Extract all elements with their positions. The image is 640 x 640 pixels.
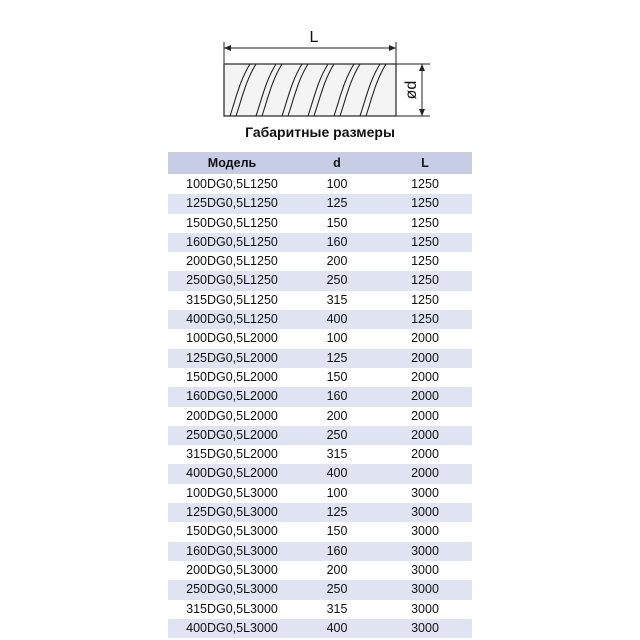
cell-model: 250DG0,5L2000 <box>186 427 278 442</box>
cell-model: 315DG0,5L1250 <box>186 292 278 307</box>
table-row <box>168 503 472 522</box>
cell-l: 1250 <box>411 196 439 211</box>
cell-l: 3000 <box>411 543 439 558</box>
cell-d: 200 <box>326 254 348 269</box>
table-row <box>168 349 472 368</box>
cell-l: 3000 <box>411 582 439 597</box>
table-row <box>168 426 472 445</box>
cell-d: 100 <box>326 177 348 191</box>
cell-d: 200 <box>326 562 348 577</box>
table-row <box>168 580 472 599</box>
cell-d: 250 <box>326 273 348 288</box>
cell-d: 100 <box>326 331 348 346</box>
cell-l: 3000 <box>411 505 439 520</box>
cell-l: 1250 <box>411 312 439 327</box>
table-row <box>168 600 472 619</box>
cell-model: 250DG0,5L1250 <box>186 273 278 288</box>
table-row <box>168 368 472 387</box>
cell-l: 3000 <box>411 524 439 539</box>
cell-model: 160DG0,5L3000 <box>186 543 278 558</box>
table-row <box>168 445 472 464</box>
cell-model: 125DG0,5L2000 <box>186 350 278 365</box>
length-arrow-left <box>224 45 231 51</box>
table-row <box>168 214 472 233</box>
cell-d: 160 <box>326 389 348 404</box>
table-row <box>168 310 472 329</box>
cell-model: 200DG0,5L3000 <box>186 562 278 577</box>
dimensions-caption: Габаритные размеры <box>245 124 395 140</box>
cell-d: 150 <box>326 524 348 539</box>
cell-d: 315 <box>326 447 348 462</box>
cell-model: 315DG0,5L3000 <box>186 601 278 616</box>
duct-dimension-diagram <box>210 20 440 130</box>
cell-l: 3000 <box>411 601 439 616</box>
table-row <box>168 484 472 503</box>
cell-d: 400 <box>326 312 348 327</box>
diameter-arrow-top <box>419 64 425 71</box>
cell-model: 250DG0,5L3000 <box>186 582 278 597</box>
cell-l: 2000 <box>411 447 439 462</box>
table-row <box>168 464 472 483</box>
cell-d: 150 <box>326 215 348 230</box>
cell-l: 3000 <box>411 562 439 577</box>
cell-l: 2000 <box>411 466 439 481</box>
table-row <box>168 175 472 194</box>
cell-d: 200 <box>326 408 348 423</box>
table-row <box>168 194 472 213</box>
cell-l: 1250 <box>411 292 439 307</box>
cell-d: 150 <box>326 369 348 384</box>
cell-model: 125DG0,5L1250 <box>186 196 278 211</box>
cell-model: 160DG0,5L1250 <box>186 234 278 249</box>
cell-l: 2000 <box>411 331 439 346</box>
cell-d: 100 <box>326 485 348 500</box>
table-row <box>168 619 472 638</box>
cell-model: 150DG0,5L2000 <box>186 369 278 384</box>
cell-model: 315DG0,5L2000 <box>186 447 278 462</box>
cell-l: 2000 <box>411 408 439 423</box>
cell-l: 1250 <box>411 215 439 230</box>
table-row <box>168 387 472 406</box>
cell-l: 2000 <box>411 369 439 384</box>
cell-model: 150DG0,5L1250 <box>186 215 278 230</box>
diameter-arrow-bottom <box>419 109 425 116</box>
table-row <box>168 252 472 271</box>
table-row <box>168 561 472 580</box>
cell-model: 125DG0,5L3000 <box>186 505 278 520</box>
table-row <box>168 542 472 561</box>
cell-model: 400DG0,5L1250 <box>186 312 278 327</box>
table-header-row <box>168 152 472 174</box>
cell-d: 250 <box>326 427 348 442</box>
cell-model: 200DG0,5L2000 <box>186 408 278 423</box>
cell-l: 1250 <box>411 254 439 269</box>
cell-model: 160DG0,5L2000 <box>186 389 278 404</box>
cell-model: 100DG0,5L3000 <box>186 485 278 500</box>
diameter-label: ød <box>403 80 420 100</box>
cell-d: 315 <box>326 292 348 307</box>
header-d: d <box>333 156 341 170</box>
duct-drawing <box>210 20 440 130</box>
cell-d: 125 <box>326 350 348 365</box>
cell-l: 1250 <box>411 177 439 191</box>
table-row <box>168 291 472 310</box>
table-row <box>168 271 472 290</box>
cell-l: 3000 <box>411 485 439 500</box>
cell-l: 2000 <box>411 389 439 404</box>
header-l: L <box>421 156 429 170</box>
cell-d: 400 <box>326 620 348 635</box>
cell-d: 125 <box>326 196 348 211</box>
cell-model: 400DG0,5L3000 <box>186 620 278 635</box>
cell-model: 200DG0,5L1250 <box>186 254 278 269</box>
cell-model: 100DG0,5L1250 <box>186 177 278 191</box>
table-row <box>168 522 472 541</box>
cell-l: 2000 <box>411 350 439 365</box>
cell-l: 3000 <box>411 620 439 635</box>
cell-model: 400DG0,5L2000 <box>186 466 278 481</box>
table-row <box>168 329 472 348</box>
cell-l: 1250 <box>411 273 439 288</box>
cell-d: 125 <box>326 505 348 520</box>
cell-model: 100DG0,5L2000 <box>186 331 278 346</box>
length-arrow-right <box>389 45 396 51</box>
cell-l: 1250 <box>411 234 439 249</box>
table-row <box>168 233 472 252</box>
table-body <box>168 175 472 638</box>
cell-d: 160 <box>326 234 348 249</box>
table-row <box>168 407 472 426</box>
cell-d: 250 <box>326 582 348 597</box>
cell-l: 2000 <box>411 427 439 442</box>
cell-model: 150DG0,5L3000 <box>186 524 278 539</box>
dimensions-table <box>168 152 472 638</box>
length-label: L <box>309 29 319 46</box>
cell-d: 315 <box>326 601 348 616</box>
cell-d: 160 <box>326 543 348 558</box>
header-model: Модель <box>207 156 257 170</box>
cell-d: 400 <box>326 466 348 481</box>
